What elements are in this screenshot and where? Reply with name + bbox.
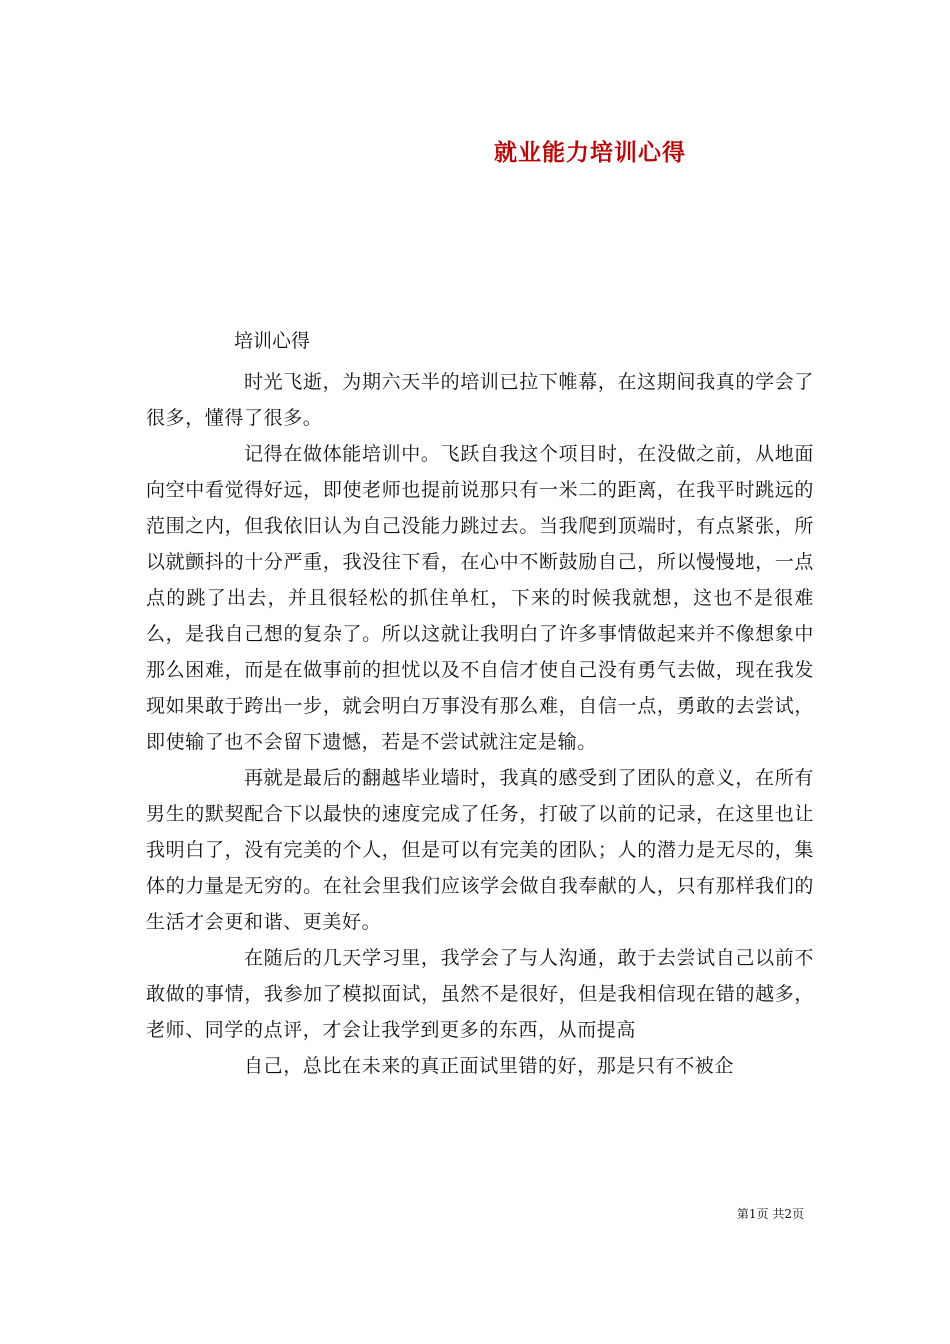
paragraph-5: 自己，总比在未来的真正面试里错的好，那是只有不被企: [244, 1055, 735, 1077]
section-heading: 培训心得: [234, 330, 311, 352]
page-suffix: 页: [791, 1207, 804, 1221]
page-number-footer: [737, 1206, 804, 1222]
paragraph-4: 在随后的几天学习里，我学会了与人沟通，敢于去尝试自己以前不敢做的事情，我参加了模拟面试，虽然不是很好，但是我相信现在错的越多，老师、同学的点评，才会让我学到更多的东西，从而提高: [146, 947, 814, 1041]
paragraph-3: 再就是最后的翻越毕业墙时，我真的感受到了团队的意义，在所有男生的默契配合下以最快的速度完成了任务，打破了以前的记录，在这里也让我明白了，没有完美的个人，但是可以有完美的团队；人的潜力是无尽的，集体的力量是无穷的。在社会里我们应该学会做自我奉献的人，只有那样我们的生活才会更和谐、更美好。: [146, 767, 814, 933]
page-total: 2: [784, 1207, 792, 1221]
paragraph-1: 时光飞逝，为期六天半的培训已拉下帷幕，在这期间我真的学会了很多，懂得了很多。: [146, 371, 814, 429]
document-title: 就业能力培训心得: [494, 139, 686, 166]
page-current: 1: [748, 1207, 757, 1221]
page-prefix: 第: [736, 1207, 749, 1221]
paragraph-2: 记得在做体能培训中。飞跃自我这个项目时，在没做之前，从地面向空中看觉得好远，即使老师也提前说那只有一米二的距离，在我平时跳远的范围之内，但我依旧认为自己没能力跳过去。当我爬到顶端时，有点紧张，所以就颤抖的十分严重，我没往下看，在心中不断鼓励自己，所以慢慢地，一点点的跳了出去，并且很轻松的抓住单杠，下来的时候我就想，这也不是很难么，是我自己想的复杂了。所以这就让我明白了许多事情做起来并不像想象中那么困难，而是在做事前的担忧以及不自信才使自己没有勇气去做，现在我发现如果敢于跨出一步，就会明白万事没有那么难，自信一点，勇敢的去尝试，即使输了也不会留下遗憾，若是不尝试就注定是输。: [146, 443, 814, 753]
page-mid: 页 共: [756, 1207, 785, 1221]
document-body: [146, 364, 814, 1084]
